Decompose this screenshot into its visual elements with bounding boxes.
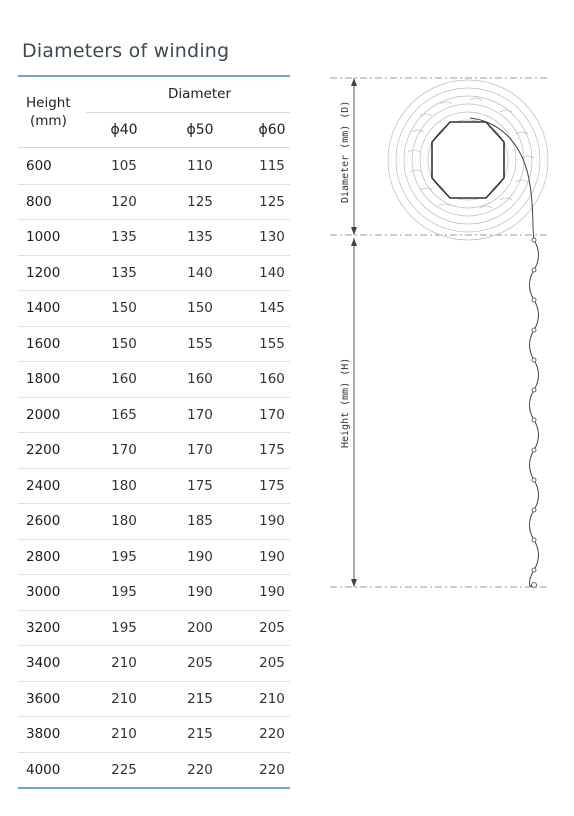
table-row — [18, 148, 290, 185]
diameter-cell: 185 — [187, 513, 213, 529]
height-cell: 1000 — [26, 229, 61, 245]
column-header-phi40: ϕ40 — [110, 122, 138, 138]
diameter-cell: 170 — [259, 406, 285, 423]
diameter-cell: 220 — [187, 761, 213, 778]
table-row — [18, 574, 290, 611]
diameter-cell: 120 — [111, 193, 137, 210]
diameter-cell: 170 — [187, 406, 213, 423]
diameter-cell: 220 — [259, 726, 285, 742]
diameter-cell: 210 — [111, 655, 137, 671]
table-row — [18, 255, 290, 292]
bottom-rule — [18, 787, 290, 789]
diameter-cell: 195 — [111, 619, 137, 636]
diameter-cell: 215 — [187, 690, 213, 707]
diameter-group-header: Diameter — [168, 86, 232, 102]
diameter-cell: 155 — [259, 335, 285, 352]
diameter-cell: 175 — [259, 442, 285, 458]
height-cell: 2400 — [26, 477, 61, 494]
diameter-cell: 190 — [187, 584, 213, 600]
height-cell: 2600 — [26, 513, 61, 529]
diameter-cell: 160 — [259, 371, 285, 387]
slat-joints — [532, 238, 537, 588]
diameter-cell: 155 — [187, 335, 213, 352]
diameter-cell: 170 — [187, 442, 213, 458]
height-axis-label: Height (mm) (H) — [340, 357, 351, 448]
diameter-cell: 170 — [111, 442, 137, 458]
height-cell: 2000 — [26, 406, 61, 423]
arrow-down-icon — [351, 227, 357, 235]
diameter-cell: 150 — [187, 300, 213, 316]
diameter-cell: 125 — [259, 193, 285, 210]
diameter-cell: 140 — [259, 264, 285, 281]
height-cell: 3000 — [26, 584, 61, 600]
diameter-cell: 180 — [111, 513, 137, 529]
diameter-axis-label: Diameter (mm) (D) — [340, 100, 351, 203]
diameter-cell: 210 — [259, 690, 285, 707]
height-cell: 600 — [26, 158, 52, 174]
top-rule — [18, 75, 290, 77]
diameter-cell: 160 — [111, 371, 137, 387]
diameter-cell: 190 — [259, 513, 285, 529]
table-row — [18, 681, 290, 718]
height-cell: 3200 — [26, 619, 61, 636]
diameter-cell: 200 — [187, 619, 213, 636]
column-header-phi60: ϕ60 — [258, 122, 286, 138]
height-cell: 3400 — [26, 655, 61, 671]
table-row — [18, 752, 290, 788]
table-row — [18, 326, 290, 363]
height-cell: 4000 — [26, 761, 61, 778]
diameter-cell: 115 — [259, 158, 285, 174]
height-cell: 1400 — [26, 300, 61, 316]
table-row — [18, 539, 290, 576]
height-cell: 3800 — [26, 726, 61, 742]
table-row — [18, 290, 290, 327]
diameter-cell: 140 — [187, 264, 213, 281]
diameter-cell: 195 — [111, 548, 137, 565]
table-row — [18, 361, 290, 398]
diameter-cell: 180 — [111, 477, 137, 494]
height-cell: 1600 — [26, 335, 61, 352]
diameter-cell: 125 — [187, 193, 213, 210]
table-row — [18, 397, 290, 434]
height-column-header — [26, 94, 71, 130]
height-cell: 3600 — [26, 690, 61, 707]
table-row — [18, 716, 290, 753]
diameter-cell: 215 — [187, 726, 213, 742]
diameter-cell: 190 — [187, 548, 213, 565]
diameter-cell: 210 — [111, 726, 137, 742]
diameter-cell: 205 — [259, 619, 285, 636]
height-cell: 2800 — [26, 548, 61, 565]
octagonal-tube-icon — [432, 122, 504, 198]
diameter-cell: 195 — [111, 584, 137, 600]
table-row — [18, 645, 290, 682]
table-row — [18, 468, 290, 505]
diameter-cell: 105 — [111, 158, 137, 174]
diameter-cell: 190 — [259, 548, 285, 565]
arrow-up-icon — [351, 78, 357, 86]
page-title: Diameters of winding — [22, 40, 230, 62]
diameter-cell: 205 — [187, 655, 213, 671]
diameter-cell: 160 — [187, 371, 213, 387]
height-cell: 1200 — [26, 264, 61, 281]
height-cell: 800 — [26, 193, 52, 210]
height-header-unit: (mm) — [30, 113, 67, 129]
diameter-cell: 150 — [111, 300, 137, 316]
diameter-cell: 135 — [111, 264, 137, 281]
diameter-cell: 175 — [187, 477, 213, 494]
winding-diagram — [320, 60, 570, 605]
diameter-cell: 205 — [259, 655, 285, 671]
diameter-cell: 165 — [111, 406, 137, 423]
height-cell: 2200 — [26, 442, 61, 458]
arrow-up-icon — [351, 238, 357, 246]
diameter-cell: 190 — [259, 584, 285, 600]
diameter-cell: 175 — [259, 477, 285, 494]
diameter-cell: 225 — [111, 761, 137, 778]
diameter-cell: 110 — [187, 158, 213, 174]
diameter-cell: 135 — [187, 229, 213, 245]
diameter-cell: 220 — [259, 761, 285, 778]
arrow-down-icon — [351, 579, 357, 587]
table-row — [18, 503, 290, 540]
diameter-cell: 210 — [111, 690, 137, 707]
diameter-cell: 145 — [259, 300, 285, 316]
diameter-cell: 130 — [259, 229, 285, 245]
table-row — [18, 184, 290, 221]
diameter-cell: 150 — [111, 335, 137, 352]
column-header-phi50: ϕ50 — [186, 122, 214, 138]
diameter-cell: 135 — [111, 229, 137, 245]
header-divider — [86, 112, 290, 113]
height-cell: 1800 — [26, 371, 61, 387]
height-header-label: Height — [26, 95, 71, 111]
table-row — [18, 219, 290, 256]
table-row — [18, 610, 290, 647]
table-row — [18, 432, 290, 469]
